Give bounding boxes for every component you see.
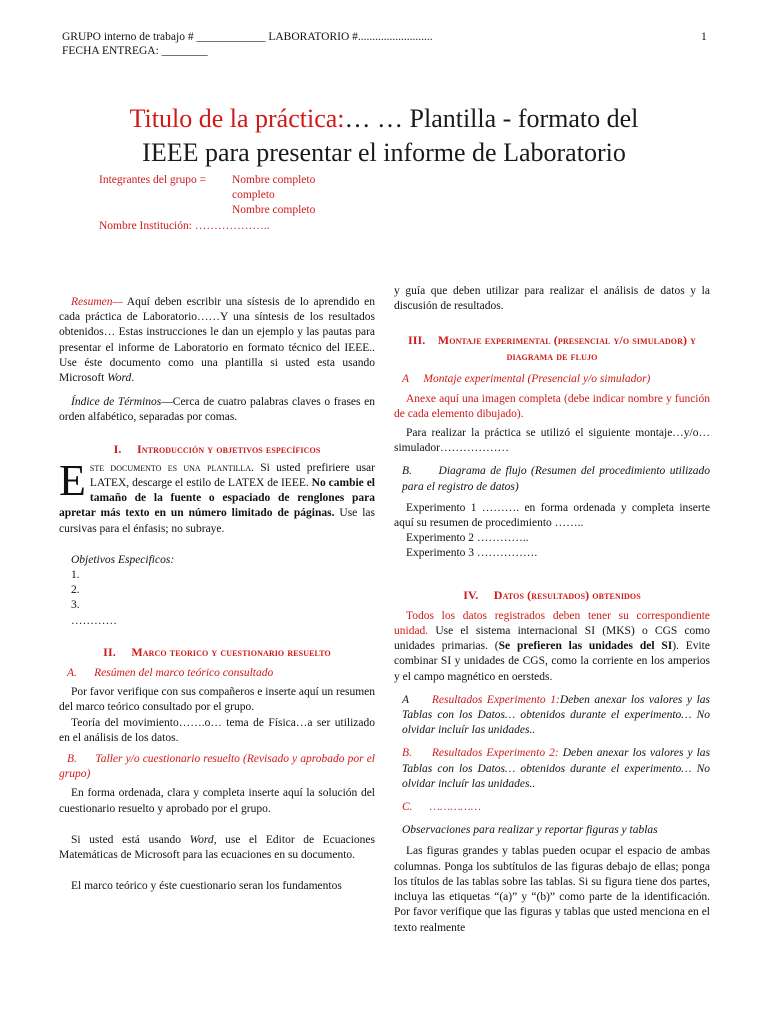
results-c-dots: …………… <box>429 801 481 814</box>
abstract-paragraph <box>59 295 375 386</box>
intro-bold: No cambie el tamaño de la fuente o espaciado de renglones para apretar más texto en un número limitado de páginas. <box>59 477 375 520</box>
section-2a-paragraph-2: Teoría del movimiento…….o… tema de Física…a ser utilizado en el análisis de los datos. <box>59 716 375 744</box>
intro-end: Use las cursivas para el énfasis; no subraye. <box>59 507 375 535</box>
abstract-word: Word <box>107 372 132 385</box>
document-title <box>0 102 768 170</box>
results-c-letter: C. <box>402 801 413 814</box>
abstract-text: Aquí deben escribir una sístesis de lo aprendido en cada práctica de Laboratorio……Y una síntesis de los resultados obtenidos… Estas instrucciones le dan un ejemplo y las pautas para presentar el informe de Laboratorio en formato técnico del IEEE.. Use éste documento como una plantilla si usted esta usando Microsoft <box>59 296 375 385</box>
intro-paragraph <box>59 455 375 537</box>
section-1-number: I. <box>113 441 122 456</box>
right-column <box>394 284 710 936</box>
member-name-1: Nombre completo <box>232 174 316 186</box>
results-b-label: Resultados Experimento 2: <box>431 747 559 760</box>
section-2b-paragraph: En forma ordenada, clara y completa inserte aquí la solución del cuestionario resuelto y aprobado por el grupo. <box>59 787 375 815</box>
units-end: ). Evite combinar SI y unidades de CGS, como la corriente en los amperios y el campo magnético en oersteds. <box>394 640 710 683</box>
section-4-heading <box>394 588 710 603</box>
abstract-end: . <box>131 372 135 385</box>
section-2-title: Marco teorico y cuestionario resuelto <box>131 644 331 659</box>
section-3a-heading <box>394 372 710 387</box>
section-2a-letter: A. <box>67 667 77 680</box>
section-2b-letter: B. <box>67 753 77 766</box>
objective-item-4: ………… <box>71 614 117 627</box>
header-line-2: FECHA ENTREGA: ________ <box>62 45 208 57</box>
index-terms-text: —Cerca de cuatro palabras claves o frases en orden alfabético, separadas por comas. <box>59 396 375 424</box>
results-a-letter: A <box>402 693 410 706</box>
section-2b-heading <box>59 752 375 782</box>
results-a-label: Resultados Experimento 1: <box>431 693 560 706</box>
continued-paragraph: y guía que deben utilizar para realizar el análisis de datos y la discusión de resultados. <box>394 285 710 313</box>
section-1-title: Introducción y objetivos específicos <box>137 441 321 456</box>
units-text: Use el sistema internacional SI (MKS) o CGS como unidades primarias. ( <box>394 625 710 653</box>
units-red-text: Todos los datos registrados deben tener su correspondiente unidad. <box>394 609 710 638</box>
word-text-2: , use el Editor de Ecuaciones Matemáticas de Microsoft para las ecuaciones en su documento. <box>59 833 375 862</box>
units-bold: Se prefieren las unidades del SI <box>498 640 673 653</box>
objective-item-3: 3. <box>71 599 80 612</box>
section-2a-heading <box>59 666 375 681</box>
title-line-2: IEEE para presentar el informe de Laboratorio <box>142 138 626 167</box>
objective-item-2: 2. <box>71 584 80 597</box>
results-b-paragraph <box>394 746 710 792</box>
objectives-label: Objetivos Especificos: <box>71 553 175 566</box>
institution-line: Nombre Institución: ……………….. <box>99 220 270 232</box>
member-name-2: completo <box>232 189 275 201</box>
results-b-letter: B. <box>402 747 412 760</box>
word-equations-paragraph <box>59 833 375 863</box>
header-line-1: GRUPO interno de trabajo # ____________ LABORATORIO #.......................... <box>62 31 433 43</box>
section-4-number: IV. <box>463 587 479 602</box>
anexe-paragraph: Anexe aquí una imagen completa (debe indicar nombre y función de cada elemento dibujado). <box>394 392 710 420</box>
section-3b-letter: B. <box>402 465 412 478</box>
section-3b-heading <box>394 464 710 494</box>
drop-cap: E <box>59 455 86 505</box>
section-3-title: Montaje experimental (presencial y/o simulador) y diagrama de flujo <box>437 333 697 364</box>
title-black-part: … … Plantilla - formato del <box>344 104 639 133</box>
members-label: Integrantes del grupo = <box>99 174 207 186</box>
section-3b-title: Diagrama de flujo (Resumen del procedimiento utilizado para el registro de datos) <box>402 465 710 493</box>
word-italic: Word <box>189 833 214 846</box>
results-c-paragraph <box>394 800 710 815</box>
experiment-3-paragraph: Experimento 3 ……………. <box>406 547 538 560</box>
montaje-paragraph: Para realizar la práctica se utilizó el siguiente montaje…y/o…simulador……………… <box>394 427 710 455</box>
section-2a-paragraph-1: Por favor verifique con sus compañeros e inserte aquí un resumen del marco teórico consultado por el grupo. <box>59 686 375 714</box>
results-b-text: Deben anexar los valores y las Tablas con los Datos… obtenidos durante el experimento… No olvidar incluír las unidades.. <box>402 747 711 790</box>
intro-rest: . Si usted prefiriere usar LATEX, descarge el estilo de LATEX de IEEE. <box>89 461 375 490</box>
section-2-heading <box>59 645 375 660</box>
units-paragraph <box>394 609 710 685</box>
section-2-number: II. <box>103 644 116 659</box>
section-3-number: III. <box>407 333 426 348</box>
observations-heading: Observaciones para realizar y reportar figuras y tablas <box>402 824 658 837</box>
index-terms-label: Índice de Términos <box>71 396 162 409</box>
objective-item-1: 1. <box>71 569 80 582</box>
section-2a-title: Resúmen del marco teórico consultado <box>94 667 274 680</box>
results-a-text: Deben anexar los valores y las Tablas con los Datos… obtenidos durante el experimento… No olvidar incluír las unidades.. <box>402 693 711 737</box>
abstract-label: Resumen— <box>71 296 123 308</box>
observations-paragraph: Las figuras grandes y tablas pueden ocupar el espacio de ambas columnas. Ponga los subtítulos de las figuras debajo de ellas; ponga los títulos de las tablas sobre las tablas. Si su figura tiene dos partes, incluya las etiquetas “(a)” y “(b)” como parte de la identificación. Por favor verifique que las figuras y tablas que usted menciona en el texto realmente <box>394 845 710 934</box>
page-number: 1 <box>701 31 707 43</box>
section-4-title: Datos (resultados) obtenidos <box>493 587 641 602</box>
last-left-paragraph: El marco teórico y éste cuestionario seran los fundamentos <box>71 880 342 893</box>
title-red-part: Titulo de la práctica: <box>129 104 345 133</box>
experiment-1-paragraph: Experimento 1 ………. en forma ordenada y completa inserte aquí su resumen de procedimiento …….. <box>394 501 710 530</box>
experiment-2-paragraph: Experimento 2 ………….. <box>406 532 529 545</box>
intro-small-caps: ste documento es una plantilla <box>89 461 252 474</box>
word-text-1: Si usted está usando <box>71 833 190 846</box>
section-2b-title: Taller y/o cuestionario resuelto (Revisado y aprobado por el grupo) <box>59 753 375 781</box>
section-3a-title: Montaje experimental (Presencial y/o simulador) <box>423 373 651 386</box>
member-name-3: Nombre completo <box>232 204 316 216</box>
section-3-heading <box>394 332 710 364</box>
left-column <box>59 295 375 895</box>
results-a-paragraph <box>394 693 710 739</box>
index-terms-paragraph <box>59 395 375 425</box>
section-1-heading <box>59 442 375 457</box>
section-3a-letter: A <box>402 373 410 386</box>
